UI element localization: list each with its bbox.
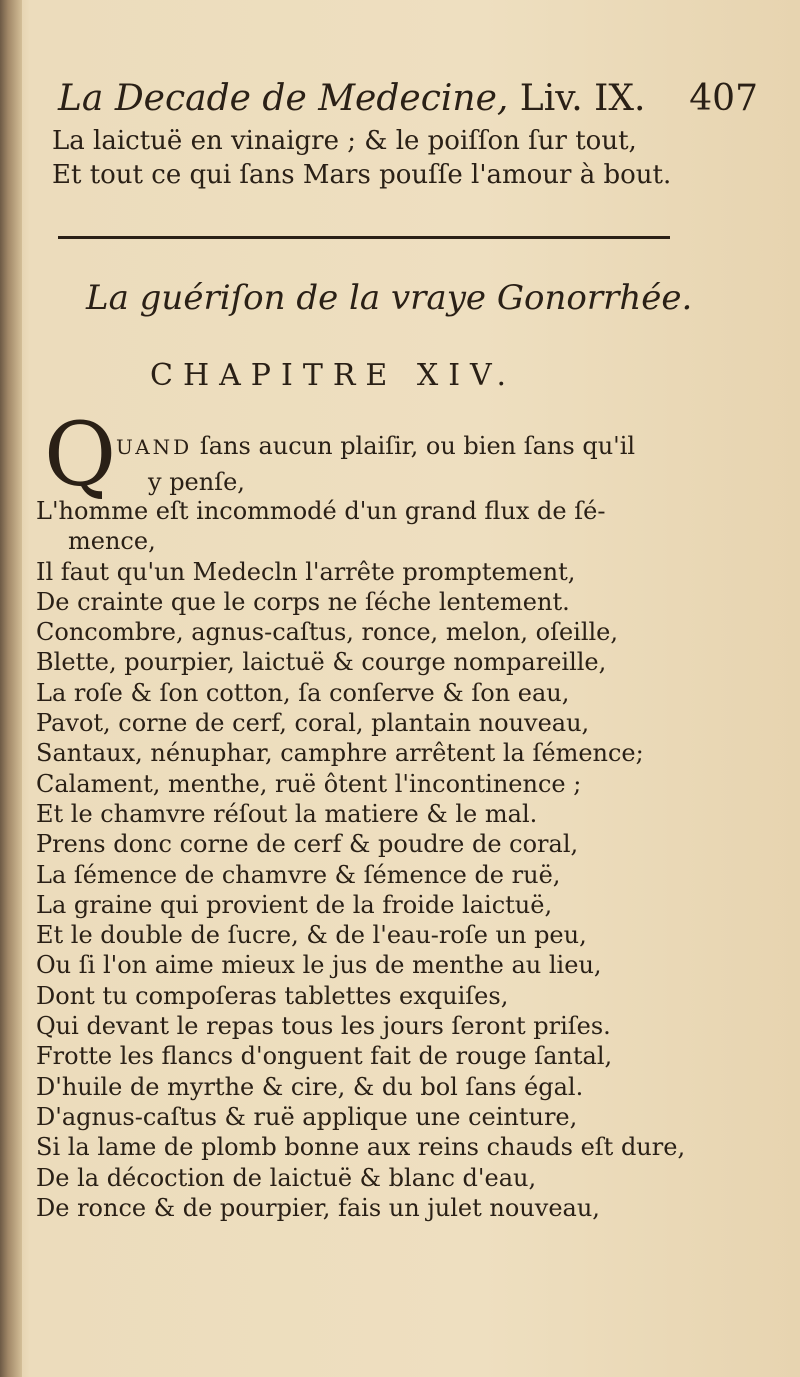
verse-line: L'homme eſt incommodé d'un grand flux de ſé-: [36, 497, 606, 525]
verse-line: Si la lame de plomb bonne aux reins chauds eſt dure,: [36, 1133, 686, 1162]
verse-line: De crainte que le corps ne ſéche lentement.: [36, 587, 570, 616]
verse-line: Ou ſi l'on aime mieux le jus de menthe au lieu,: [36, 951, 602, 980]
opening-line: [116, 432, 635, 460]
verse-line: Il faut qu'un Medecln l'arrête promptement,: [36, 557, 576, 586]
chapter-body: [36, 496, 776, 1223]
book-spine-shadow: [0, 0, 22, 1377]
verse-line: D'huile de myrthe & cire, & du bol ſans égal.: [36, 1072, 584, 1101]
opening-small-caps: UAND: [116, 435, 193, 459]
verse-line: Qui devant le repas tous les jours ſeront priſes.: [36, 1012, 611, 1041]
verse-line: La ſémence de chamvre & ſémence de ruë,: [36, 860, 561, 889]
chapter-heading: CHAPITRE XIV.: [150, 358, 517, 393]
verse-line: Santaux, nénuphar, camphre arrêtent la ſémence;: [36, 739, 644, 768]
drop-cap: Q: [44, 403, 117, 506]
section-divider: [58, 236, 670, 239]
verse-line: Calament, menthe, ruë ôtent l'incontinence ;: [36, 769, 582, 798]
verse-line: Blette, pourpier, laictuë & courge nompareille,: [36, 648, 607, 677]
verse-line: Et tout ce qui ſans Mars pouſſe l'amour à bout.: [52, 160, 672, 190]
verse-line: mence,: [68, 527, 156, 556]
verse-line: Et le chamvre réſout la matiere & le mal.: [36, 799, 538, 828]
previous-section-ending: [52, 124, 752, 192]
page-number: 407: [689, 78, 758, 119]
verse-line: De ronce & de pourpier, fais un julet nouveau,: [36, 1193, 600, 1222]
verse-line: Concombre, agnus-caſtus, ronce, melon, oſeille,: [36, 618, 619, 647]
verse-line: Dont tu compoſeras tablettes exquiſes,: [36, 981, 509, 1010]
verse-line: D'agnus-caſtus & ruë applique une ceinture,: [36, 1102, 578, 1131]
running-header: [58, 78, 758, 128]
opening-continuation: y penſe,: [148, 468, 245, 496]
verse-line: Prens donc corne de cerf & poudre de coral,: [36, 830, 579, 859]
section-title: La guériſon de la vraye Gonorrhée.: [86, 278, 693, 318]
verse-line: La roſe & ſon cotton, ſa conſerve & ſon eau,: [36, 678, 570, 707]
book-number: Liv. IX.: [519, 78, 646, 119]
verse-line: Pavot, corne de cerf, coral, plantain nouveau,: [36, 709, 590, 738]
verse-line: La laictuë en vinaigre ; & le poiſſon ſur tout,: [52, 126, 637, 156]
verse-line: Et le double de ſucre, & de l'eau-roſe un peu,: [36, 921, 587, 950]
verse-line: De la décoction de laictuë & blanc d'eau,: [36, 1163, 537, 1192]
verse-line: Frotte les flancs d'onguent fait de rouge ſantal,: [36, 1042, 613, 1071]
opening-line-text: ſans aucun plaiſir, ou bien ſans qu'il: [192, 432, 636, 460]
running-title: La Decade de Medecine,: [58, 78, 509, 119]
verse-line: La graine qui provient de la froide laictuë,: [36, 890, 553, 919]
